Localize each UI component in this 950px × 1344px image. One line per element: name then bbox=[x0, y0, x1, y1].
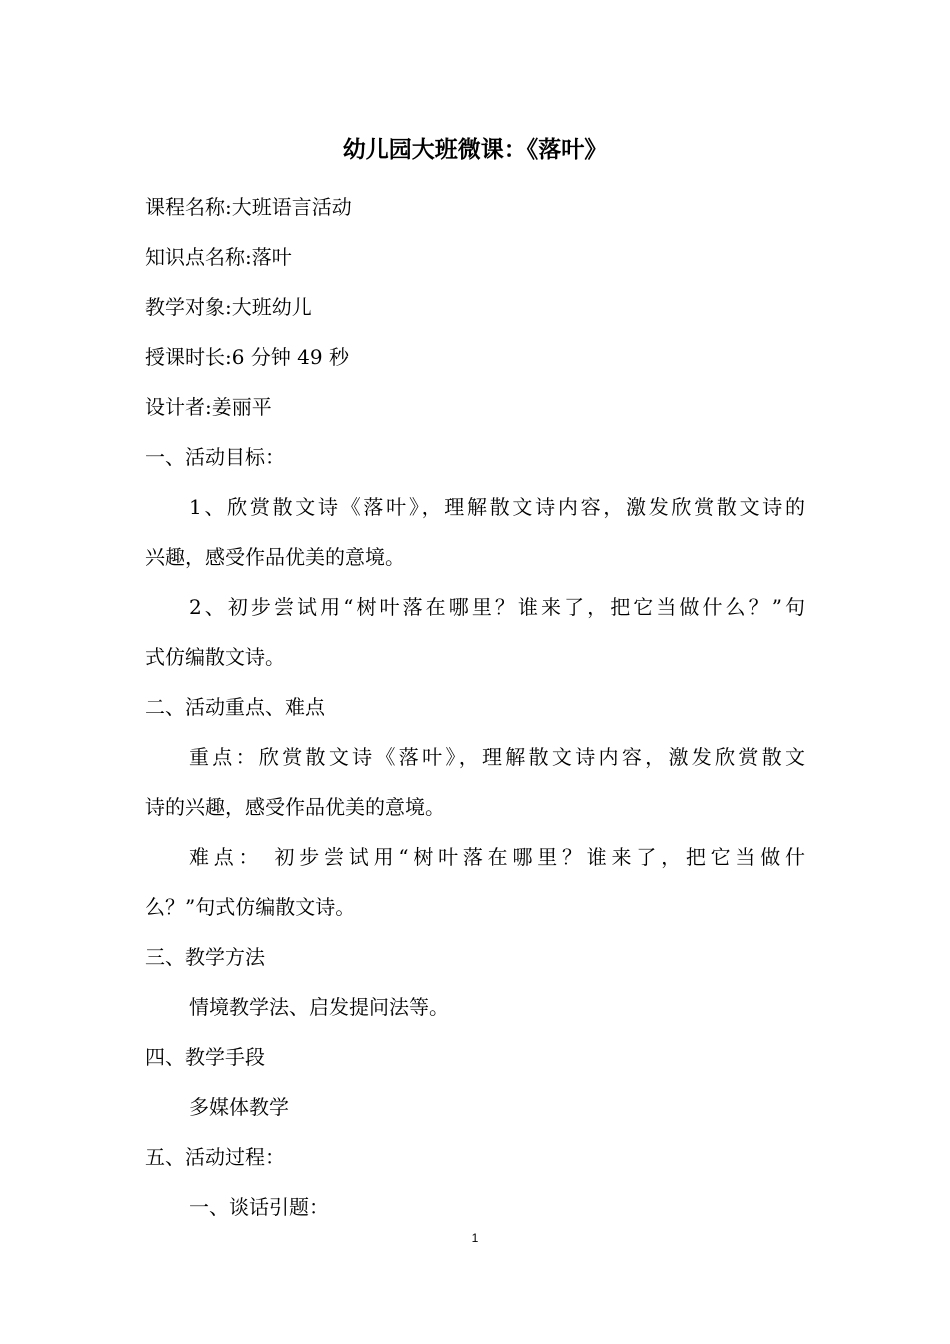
course-name-line: 课程名称:大班语言活动 bbox=[145, 195, 352, 219]
means-text: 多媒体教学 bbox=[189, 1095, 289, 1119]
goal-2-line-1: 2、初步尝试用“树叶落在哪里？谁来了，把它当做什么？”句 bbox=[189, 595, 805, 619]
page-number: 1 bbox=[471, 1231, 479, 1245]
document-title: 幼儿园大班微课：《落叶》 bbox=[342, 137, 608, 163]
teaching-target-line: 教学对象:大班幼儿 bbox=[145, 295, 312, 319]
goal-2-line-2: 式仿编散文诗。 bbox=[145, 645, 285, 669]
duration-line: 授课时长:6 分钟 49 秒 bbox=[145, 345, 349, 369]
process-step-1: 一、谈话引题： bbox=[189, 1195, 329, 1219]
section-heading-goals: 一、活动目标： bbox=[145, 445, 285, 469]
document-body bbox=[145, 182, 805, 1232]
knowledge-point-line: 知识点名称:落叶 bbox=[145, 245, 292, 269]
section-heading-means: 四、教学手段 bbox=[145, 1045, 265, 1069]
section-heading-process: 五、活动过程： bbox=[145, 1145, 285, 1169]
key-point-line-1: 重点：欣赏散文诗《落叶》，理解散文诗内容，激发欣赏散文 bbox=[189, 745, 805, 769]
difficulty-line-2: 么？”句式仿编散文诗。 bbox=[145, 895, 356, 919]
difficulty-line-1: 难点： 初步尝试用“树叶落在哪里？谁来了，把它当做什 bbox=[189, 845, 805, 869]
goal-1-line-2: 兴趣，感受作品优美的意境。 bbox=[145, 545, 405, 569]
methods-text: 情境教学法、启发提问法等。 bbox=[189, 995, 449, 1019]
goal-1-line-1: 1、欣赏散文诗《落叶》，理解散文诗内容，激发欣赏散文诗的 bbox=[189, 495, 805, 519]
designer-line: 设计者:姜丽平 bbox=[145, 395, 272, 419]
section-heading-methods: 三、教学方法 bbox=[145, 945, 265, 969]
key-point-line-2: 诗的兴趣，感受作品优美的意境。 bbox=[145, 795, 445, 819]
section-heading-key-points: 二、活动重点、难点 bbox=[145, 695, 325, 719]
